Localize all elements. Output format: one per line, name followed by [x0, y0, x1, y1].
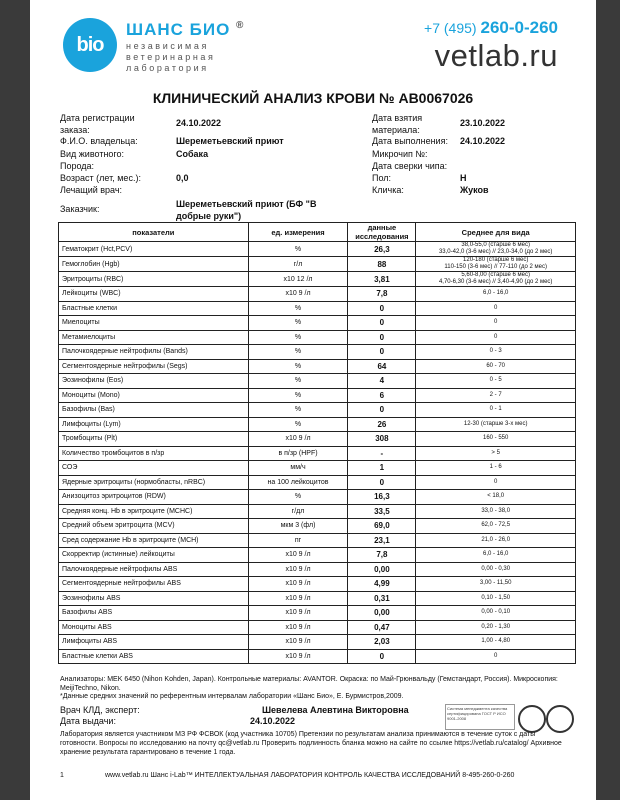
info-label: Порода:	[60, 161, 95, 171]
info-label: Дата выполнения:	[372, 136, 448, 146]
cell-name: Сегментоядерные нейтрофилы (Segs)	[59, 359, 249, 374]
cell-unit: мкм 3 (фл)	[248, 519, 348, 534]
cell-value: 0	[348, 649, 416, 664]
cell-unit: %	[248, 374, 348, 389]
cell-name: Тромбоциты (Plt)	[59, 432, 249, 447]
info-label: Дата регистрации заказа:	[60, 113, 135, 135]
info-label: Дата сверки чипа:	[372, 161, 448, 171]
cell-unit: %	[248, 345, 348, 360]
cell-norm: 6,0 - 16,0	[416, 287, 576, 302]
cell-value: 2,03	[348, 635, 416, 650]
cell-norm: 0 - 1	[416, 403, 576, 418]
cell-name: Количество тромбоцитов в п/зр	[59, 446, 249, 461]
info-label: Кличка:	[372, 185, 404, 195]
table-row	[59, 606, 576, 621]
cell-value: 0	[348, 316, 416, 331]
cell-name: Моноциты ABS	[59, 620, 249, 635]
cell-unit: %	[248, 301, 348, 316]
cell-unit: x10 9 /л	[248, 620, 348, 635]
cell-norm: 0	[416, 316, 576, 331]
info-label: Пол:	[372, 173, 392, 183]
cell-value: 7,8	[348, 548, 416, 563]
cell-unit: %	[248, 490, 348, 505]
cell-norm: 0,10 - 1,50	[416, 591, 576, 606]
cell-norm: 62,0 - 72,5	[416, 519, 576, 534]
cell-value: -	[348, 446, 416, 461]
logo-icon	[63, 18, 117, 72]
cell-norm: 33,0 - 38,0	[416, 504, 576, 519]
table-row	[59, 577, 576, 592]
cell-value: 69,0	[348, 519, 416, 534]
info-label: Микрочип №:	[372, 149, 428, 159]
cell-value: 308	[348, 432, 416, 447]
logo-text: bio	[76, 34, 104, 56]
cell-value: 0,47	[348, 620, 416, 635]
cell-name: Эозинофилы (Eos)	[59, 374, 249, 389]
info-value: 23.10.2022	[460, 118, 506, 128]
cell-value: 0	[348, 403, 416, 418]
cert-badge-icon: Система менеджмента качества сертифицирована ГОСТ Р ИСО 9001-2008	[445, 704, 515, 730]
col-header: Среднее для вида	[416, 223, 576, 242]
cell-name: Анизоцитоз эритроцитов (RDW)	[59, 490, 249, 505]
table-row	[59, 417, 576, 432]
cell-unit: %	[248, 403, 348, 418]
cell-unit: x10 9 /л	[248, 606, 348, 621]
info-label: Дата взятия материала:	[372, 113, 423, 135]
cell-name: Средний объем эритроцита (MCV)	[59, 519, 249, 534]
table-row	[59, 388, 576, 403]
table-row	[59, 562, 576, 577]
cell-value: 0,00	[348, 562, 416, 577]
table-row	[59, 403, 576, 418]
info-value: Н	[460, 173, 467, 183]
cell-norm: 0	[416, 649, 576, 664]
cell-unit: %	[248, 388, 348, 403]
brand-reg: ®	[236, 20, 245, 31]
cell-value: 7,8	[348, 287, 416, 302]
cell-unit: %	[248, 316, 348, 331]
cell-unit: x10 9 /л	[248, 577, 348, 592]
table-header-row	[59, 223, 576, 242]
table-row	[59, 519, 576, 534]
cell-value: 23,1	[348, 533, 416, 548]
page-number: 1	[60, 772, 64, 779]
info-value: Собака	[176, 149, 209, 159]
cell-norm: 0	[416, 475, 576, 490]
table-row	[59, 533, 576, 548]
brand-name	[126, 20, 244, 40]
cell-unit: x10 9 /л	[248, 432, 348, 447]
cell-value: 64	[348, 359, 416, 374]
cell-name: Средняя конц. Hb в эритроците (MCHC)	[59, 504, 249, 519]
cell-value: 0	[348, 330, 416, 345]
col-header: ед. измерения	[248, 223, 348, 242]
table-body	[59, 242, 576, 664]
cell-value: 26,3	[348, 242, 416, 257]
cell-unit: г/л	[248, 257, 348, 272]
table-row	[59, 287, 576, 302]
cell-value: 0,31	[348, 591, 416, 606]
cell-value: 26	[348, 417, 416, 432]
seal-icon	[546, 705, 574, 733]
cell-unit: на 100 лейкоцитов	[248, 475, 348, 490]
cell-name: Миелоциты	[59, 316, 249, 331]
info-value: Шереметьевский приют (БФ "В добрые руки")	[176, 199, 317, 221]
cell-norm: 0	[416, 301, 576, 316]
cell-value: 1	[348, 461, 416, 476]
issue-date: 24.10.2022	[250, 716, 296, 726]
cell-name: Ядерные эритроциты (нормобласты, nRBC)	[59, 475, 249, 490]
cell-name: Моноциты (Mono)	[59, 388, 249, 403]
cell-value: 0	[348, 345, 416, 360]
site-url: vetlab.ru	[434, 38, 558, 73]
table-row	[59, 504, 576, 519]
issue-label: Дата выдачи:	[60, 716, 116, 726]
cell-unit: г/дл	[248, 504, 348, 519]
results-table	[58, 222, 576, 664]
cell-norm: 120-180 (старше 6 мес) 110-150 (3-6 мес) // 77-110 (до 2 мес)	[416, 257, 576, 272]
table-row	[59, 316, 576, 331]
cell-value: 88	[348, 257, 416, 272]
cell-norm: 5,60-8,00 (старше 6 мес) 4,70-6,30 (3-6 мес) // 3,40-4,90 (до 2 мес)	[416, 272, 576, 287]
cell-unit: x10 9 /л	[248, 591, 348, 606]
cell-norm: 0,20 - 1,30	[416, 620, 576, 635]
reference-note: *Данные средних значений по референтным интервалам лаборатории «Шанс Био», Е. Бурмистров,2009.	[60, 693, 404, 700]
phone-number: 260-0-260	[480, 18, 558, 37]
table-row	[59, 591, 576, 606]
cell-name: СОЭ	[59, 461, 249, 476]
table-row	[59, 257, 576, 272]
cell-name: Лимфоциты (Lym)	[59, 417, 249, 432]
cell-name: Палочкоядерные нейтрофилы (Bands)	[59, 345, 249, 360]
cell-unit: x10 9 /л	[248, 649, 348, 664]
table-row	[59, 374, 576, 389]
analyzers-note: Анализаторы: MEK 6450 (Nihon Kohden, Japan). Контрольные материалы: AVANTOR. Окраска: по Май-Грюнвальду (Гемстандарт, Россия). Микроскопия: MeijiTechno, Nikon.	[60, 676, 558, 692]
seal-icon	[518, 705, 546, 733]
cell-norm: 21,0 - 26,0	[416, 533, 576, 548]
info-value: 24.10.2022	[176, 118, 222, 128]
cell-unit: x10 9 /л	[248, 548, 348, 563]
info-value: Жуков	[460, 185, 489, 195]
table-row	[59, 272, 576, 287]
brand-subtitle	[126, 41, 215, 74]
table-row	[59, 649, 576, 664]
cell-unit: x10 12 /л	[248, 272, 348, 287]
cell-norm: 0 - 5	[416, 374, 576, 389]
cell-unit: %	[248, 417, 348, 432]
cell-name: Палочкоядерные нейтрофилы ABS	[59, 562, 249, 577]
cell-unit: x10 9 /л	[248, 635, 348, 650]
cell-norm: 0 - 3	[416, 345, 576, 360]
cell-value: 4	[348, 374, 416, 389]
cell-name: Бластные клетки ABS	[59, 649, 249, 664]
cell-name: Лейкоциты (WBC)	[59, 287, 249, 302]
cell-name: Эозинофилы ABS	[59, 591, 249, 606]
cell-norm: 38,0-55,0 (старше 6 мес) 33,0-42,0 (3-6 мес) // 23,0-34,0 (до 2 мес)	[416, 242, 576, 257]
table-row	[59, 345, 576, 360]
phone-prefix: +7 (495)	[424, 20, 477, 36]
info-label: Ф.И.О. владельца:	[60, 136, 138, 146]
cell-norm: 160 - 550	[416, 432, 576, 447]
cell-norm: 2 - 7	[416, 388, 576, 403]
brand-title: ШАНС БИО	[126, 20, 231, 39]
cell-norm: 1,00 - 4,80	[416, 635, 576, 650]
cell-norm: 6,0 - 16,0	[416, 548, 576, 563]
table-row	[59, 490, 576, 505]
cell-value: 3,81	[348, 272, 416, 287]
cell-norm: < 18,0	[416, 490, 576, 505]
cell-value: 33,5	[348, 504, 416, 519]
table-row	[59, 301, 576, 316]
cell-name: Лимфоциты ABS	[59, 635, 249, 650]
cell-name: Гемоглобин (Hgb)	[59, 257, 249, 272]
cell-name: Метамиелоциты	[59, 330, 249, 345]
cell-name: Гематокрит (Hct,PCV)	[59, 242, 249, 257]
col-header: данные исследования	[348, 223, 416, 242]
table-row	[59, 475, 576, 490]
doctor-label: Врач КЛД, эксперт:	[60, 705, 140, 715]
cell-unit: x10 9 /л	[248, 287, 348, 302]
cell-value: 0,00	[348, 606, 416, 621]
cell-unit: в п/зр (HPF)	[248, 446, 348, 461]
report-page	[30, 0, 596, 800]
table-row	[59, 635, 576, 650]
cell-norm: 0	[416, 330, 576, 345]
cell-unit: %	[248, 330, 348, 345]
report-title: КЛИНИЧЕСКИЙ АНАЛИЗ КРОВИ № АВ0067026	[152, 90, 474, 106]
cell-unit: мм/ч	[248, 461, 348, 476]
cell-name: Базофилы (Bas)	[59, 403, 249, 418]
info-label: Вид животного:	[60, 149, 125, 159]
cell-norm: 0,00 - 0,30	[416, 562, 576, 577]
brand-sub-line: ветеринарная	[126, 52, 216, 62]
doctor-name: Шевелева Алевтина Викторовна	[262, 705, 409, 715]
bottom-line: www.vetlab.ru Шанс i-Lab™ ИНТЕЛЛЕКТУАЛЬНАЯ ЛАБОРАТОРИЯ КОНТРОЛЬ КАЧЕСТВА ИССЛЕДОВАНИЙ 8-495-260-0-260	[105, 772, 515, 779]
cell-name: Эритроциты (RBC)	[59, 272, 249, 287]
info-value: Шереметьевский приют	[176, 136, 284, 146]
cell-norm: 0,00 - 0,10	[416, 606, 576, 621]
info-label: Заказчик:	[60, 204, 100, 214]
cell-value: 6	[348, 388, 416, 403]
cell-name: Сегментоядерные нейтрофилы ABS	[59, 577, 249, 592]
cell-value: 4,99	[348, 577, 416, 592]
info-label: Лечащий врач:	[60, 185, 123, 195]
cell-unit: %	[248, 359, 348, 374]
table-row	[59, 432, 576, 447]
cell-name: Скорректир (истинные) лейкоциты	[59, 548, 249, 563]
col-header: показатели	[59, 223, 249, 242]
table-row	[59, 461, 576, 476]
cell-unit: пг	[248, 533, 348, 548]
info-value: 0,0	[176, 173, 189, 183]
table-row	[59, 330, 576, 345]
phone	[424, 18, 558, 38]
brand-sub-line: лаборатория	[126, 63, 209, 73]
cell-norm: 60 - 70	[416, 359, 576, 374]
brand-sub-line: независимая	[126, 41, 209, 51]
legal-note: Лаборатория является участником МЗ РФ ФСВОК (код участника 10705) Претензии по результатам анализа принимаются в течение суток с даты готовности. Вопросы по исследованию на почту qc@vetlab.ru Проверить подлинность бланка можно на сайте по ссылке https://vetlab.ru/catalog/ Архивное хранение результата гарантировано в течение 1 года.	[60, 731, 562, 756]
table-row	[59, 620, 576, 635]
table-row	[59, 548, 576, 563]
cell-name: Сред содержание Hb в эритроците (MCH)	[59, 533, 249, 548]
table-row	[59, 446, 576, 461]
cell-name: Базофилы ABS	[59, 606, 249, 621]
cell-norm: 1 - 6	[416, 461, 576, 476]
table-row	[59, 242, 576, 257]
cell-norm: 12-30 (старше 3-х мес)	[416, 417, 576, 432]
cell-value: 16,3	[348, 490, 416, 505]
cell-norm: > 5	[416, 446, 576, 461]
info-value: 24.10.2022	[460, 136, 506, 146]
cell-norm: 3,00 - 11,50	[416, 577, 576, 592]
cell-unit: x10 9 /л	[248, 562, 348, 577]
cell-value: 0	[348, 475, 416, 490]
cell-name: Бластные клетки	[59, 301, 249, 316]
cell-unit: %	[248, 242, 348, 257]
cell-value: 0	[348, 301, 416, 316]
info-label: Возраст (лет, мес.):	[60, 173, 141, 183]
table-row	[59, 359, 576, 374]
